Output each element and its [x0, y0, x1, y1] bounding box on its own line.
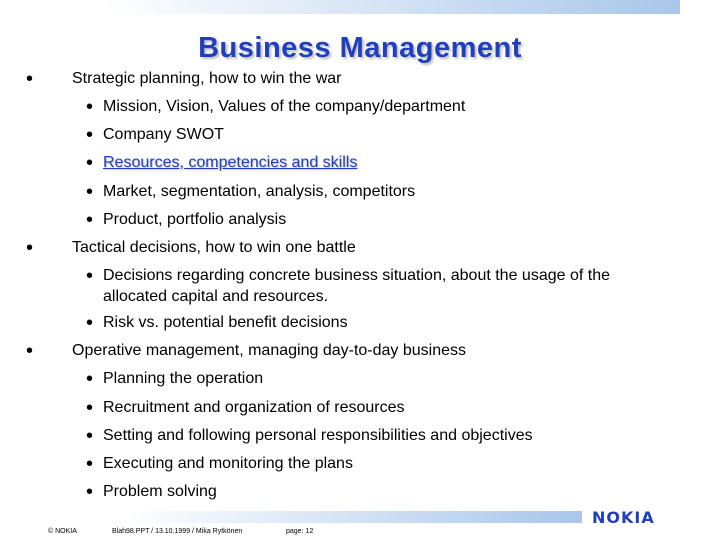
bullet-icon: • — [86, 152, 94, 174]
sub-bullet-item — [86, 152, 358, 174]
bullet-text: Mission, Vision, Values of the company/department — [103, 98, 466, 115]
bullet-item-strategic — [26, 68, 342, 90]
bullet-text: Planning the operation — [103, 370, 264, 387]
sub-bullet-item — [86, 397, 405, 419]
bullet-text: Decisions regarding concrete business situation, about the usage of the — [103, 267, 610, 284]
nokia-logo: NOKIA — [592, 508, 655, 527]
bullet-icon: • — [26, 237, 34, 259]
bullet-icon: • — [86, 453, 94, 475]
sub-bullet-item — [86, 265, 610, 287]
bullet-text: Recruitment and organization of resources — [103, 399, 405, 416]
sub-bullet-item — [86, 312, 348, 334]
resources-link[interactable]: Resources, competencies and skills — [103, 154, 358, 171]
footer-page-number: page: 12 — [286, 528, 314, 535]
bullet-text: Company SWOT — [103, 126, 224, 143]
bullet-text: Setting and following personal responsibilities and objectives — [103, 427, 533, 444]
footer-file-info: Blah98.PPT / 13.10.1999 / Mika Rytkönen — [112, 528, 243, 535]
bullet-icon: • — [86, 209, 94, 231]
header-gradient-band — [40, 0, 680, 14]
sub-bullet-item — [86, 425, 533, 447]
bullet-text: Strategic planning, how to win the war — [72, 70, 342, 87]
bullet-icon: • — [86, 397, 94, 419]
bullet-icon: • — [86, 181, 94, 203]
bullet-icon: • — [86, 124, 94, 146]
bullet-text: Executing and monitoring the plans — [103, 455, 353, 472]
bullet-item-tactical — [26, 237, 356, 259]
bullet-text: Risk vs. potential benefit decisions — [103, 314, 348, 331]
sub-bullet-item — [86, 124, 224, 146]
bullet-icon: • — [26, 68, 34, 90]
bullet-text: Product, portfolio analysis — [103, 211, 287, 228]
bullet-text: Tactical decisions, how to win one battle — [72, 239, 356, 256]
bullet-text: allocated capital and resources. — [103, 288, 329, 305]
sub-bullet-continuation — [103, 286, 328, 308]
sub-bullet-item — [86, 453, 353, 475]
sub-bullet-item — [86, 96, 466, 118]
footer-copyright: © NOKIA — [48, 528, 77, 535]
sub-bullet-item — [86, 368, 264, 390]
bullet-icon: • — [86, 481, 94, 503]
bullet-icon: • — [86, 312, 94, 334]
sub-bullet-item — [86, 209, 287, 231]
sub-bullet-item — [86, 481, 217, 503]
bullet-icon: • — [86, 265, 94, 287]
slide-title: Business Management — [198, 32, 522, 64]
footer-gradient-band — [40, 511, 582, 523]
bullet-icon: • — [86, 96, 94, 118]
bullet-text: Operative management, managing day-to-day business — [72, 342, 466, 359]
sub-bullet-item — [86, 181, 416, 203]
bullet-text: Market, segmentation, analysis, competitors — [103, 183, 416, 200]
bullet-item-operative — [26, 340, 466, 362]
bullet-icon: • — [86, 368, 94, 390]
bullet-icon: • — [86, 425, 94, 447]
bullet-text: Problem solving — [103, 483, 217, 500]
bullet-icon: • — [26, 340, 34, 362]
